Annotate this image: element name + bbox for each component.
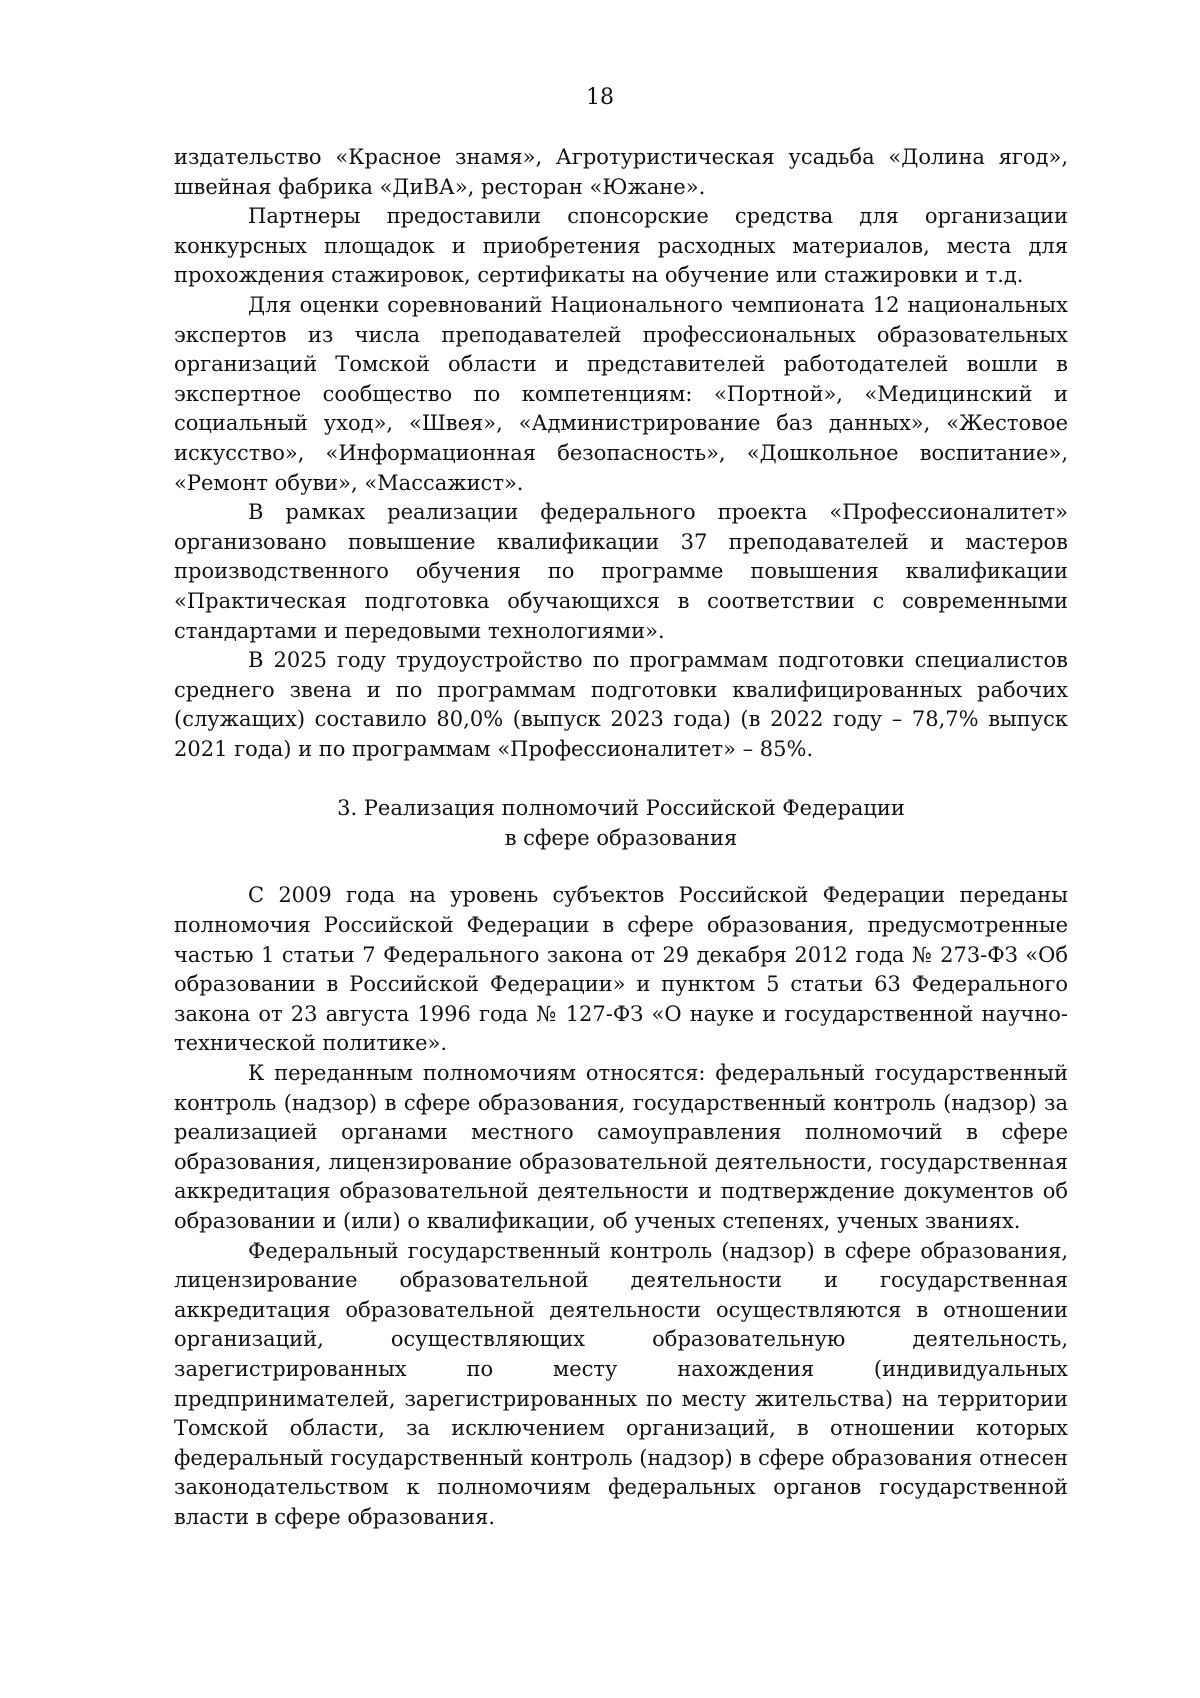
page-number: 18 [586,85,614,110]
paragraph-delegated-powers: С 2009 года на уровень субъектов Российской Федерации переданы полномочия Российской Федерации в сфере образования, предусмотренные частью 1 статьи 7 Федерального закона от 29 декабря 2012 года № 273-ФЗ «Об образовании в Российской Федерации» и пунктом 5 статьи 63 Федерального закона от 23 августа 1996 года № 127-ФЗ «О науке и государственной научно-технической политике». [174,883,1068,1056]
paragraph-powers-list: К переданным полномочиям относятся: федеральный государственный контроль (надзор) в сфере образования, государственный контроль (надзор) за реализацией органами местного самоуправления полномочий в сфере образования, лицензирование образовательной деятельности, государственная аккредитация образовательной деятельности и подтверждение документов об образовании и (или) о квалификации, об ученых степенях, ученых званиях. [174,1061,1068,1233]
section-heading-line-1: 3. Реализация полномочий Российской Федерации [337,796,905,821]
paragraph-federal-control: Федеральный государственный контроль (надзор) в сфере образования, лицензирование образовательной деятельности и государственная аккредитация образовательной деятельности осуществляются в отношении организаций, осуществляющих образовательную деятельность, зарегистрированных по месту нахождения (индивидуальных предпринимателей, зарегистрированных по месту жительства) на территории Томской области, за исключением организаций, в отношении которых федеральный государственный контроль (надзор) в сфере образования отнесен законодательством к полномочиям федеральных органов государственной власти в сфере образования. [174,1238,1068,1529]
paragraph-employment-2025: В 2025 году трудоустройство по программам подготовки специалистов среднего звена и по программам подготовки квалифицированных рабочих (служащих) составило 80,0% (выпуск 2023 года) (в 2022 году – 78,7% выпуск 2021 года) и по программам «Профессионалитет» – 85%. [174,648,1068,761]
paragraph-partners-list: издательство «Красное знамя», Агротуристическая усадьба «Долина ягод», швейная фабрика «ДиВА», ресторан «Южане». [174,145,1068,199]
paragraph-experts: Для оценки соревнований Национального чемпионата 12 национальных экспертов из числа преподавателей профессиональных образовательных организаций Томской области и представителей работодателей вошли в экспертное сообщество по компетенциям: «Портной», «Медицинский и социальный уход», «Швея», «Администрирование баз данных», «Жестовое искусство», «Информационная безопасность», «Дошкольное воспитание», «Ремонт обуви», «Массажист». [174,292,1068,495]
document-body [174,143,1068,1533]
section-heading [174,793,1068,853]
paragraph-sponsorship: Партнеры предоставили спонсорские средства для организации конкурсных площадок и приобретения расходных материалов, места для прохождения стажировок, сертификаты на обучение или стажировки и т.д. [174,204,1068,288]
paragraph-professionalitet-training: В рамках реализации федерального проекта «Профессионалитет» организовано повышение квалификации 37 преподавателей и мастеров производственного обучения по программе повышения квалификации «Практическая подготовка обучающихся в соответствии с современными стандартами и передовыми технологиями». [174,500,1068,643]
section-heading-line-2: в сфере образования [504,826,738,851]
